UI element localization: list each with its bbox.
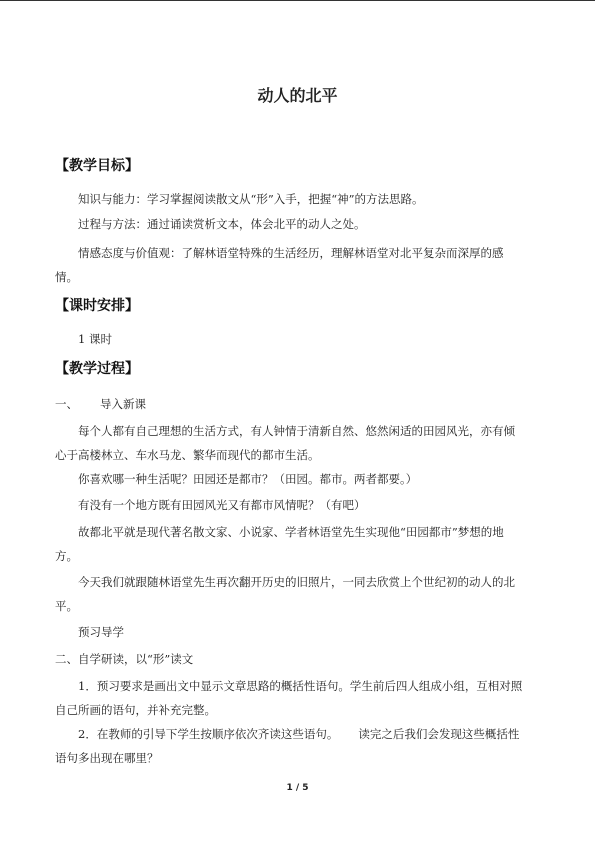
- section-heading-goals: 【教学目标】: [55, 158, 139, 174]
- step2-item-2-part-b: 读完之后我们会发现这些概括性语句多出现在哪里？: [55, 727, 520, 765]
- step1-number: 一、: [55, 397, 78, 411]
- goal-emotion: 情感态度与价值观：了解林语堂特殊的生活经历，理解林语堂对北平复杂而深厚的感情。: [55, 246, 504, 284]
- step2-item-2-part-a: 2．在教师的引导下学生按顺序依次齐读这些语句。: [78, 727, 339, 741]
- preview-label: 预习导学: [78, 625, 124, 639]
- page-number: 1 / 5: [286, 783, 309, 793]
- step1-title: 导入新课: [100, 397, 146, 411]
- step1-heading: [55, 392, 525, 416]
- step2-item-1: 1．预习要求是画出文中显示文章思路的概括性语句。学生前后四人组成小组，互相对照自己所画的语句，并补充完整。: [55, 679, 523, 717]
- step2-heading: 二、自学研读，以“形”读文: [55, 652, 194, 666]
- schedule-hours: 1 课时: [78, 332, 112, 346]
- section-heading-process: 【教学过程】: [55, 361, 139, 377]
- top-border-line: [0, 0, 595, 1]
- intro-paragraph-3: 有没有一个地方既有田园风光又有都市风情呢？（有吧）: [78, 498, 366, 512]
- goal-knowledge: 知识与能力：学习掌握阅读散文从“形”入手，把握“神”的方法思路。: [78, 192, 424, 206]
- section-heading-schedule: 【课时安排】: [55, 298, 139, 314]
- intro-paragraph-4: 故都北平就是现代著名散文家、小说家、学者林语堂先生实现他“田园都市”梦想的地方。: [55, 525, 504, 563]
- page-title: 动人的北平: [257, 86, 338, 105]
- goal-process: 过程与方法：通过诵读赏析文本，体会北平的动人之处。: [78, 217, 366, 231]
- step2-item-2: [55, 722, 525, 770]
- intro-paragraph-2: 你喜欢哪一种生活呢？田园还是都市？（田园。都市。两者都要。）: [78, 472, 418, 486]
- intro-paragraph-5: 今天我们就跟随林语堂先生再次翻开历史的旧照片，一同去欣赏上个世纪初的动人的北平。: [55, 575, 515, 613]
- intro-paragraph-1: 每个人都有自己理想的生活方式，有人钟情于清新自然、悠然闲适的田园风光，亦有倾心于高楼林立、车水马龙、繁华而现代的都市生活。: [55, 424, 515, 462]
